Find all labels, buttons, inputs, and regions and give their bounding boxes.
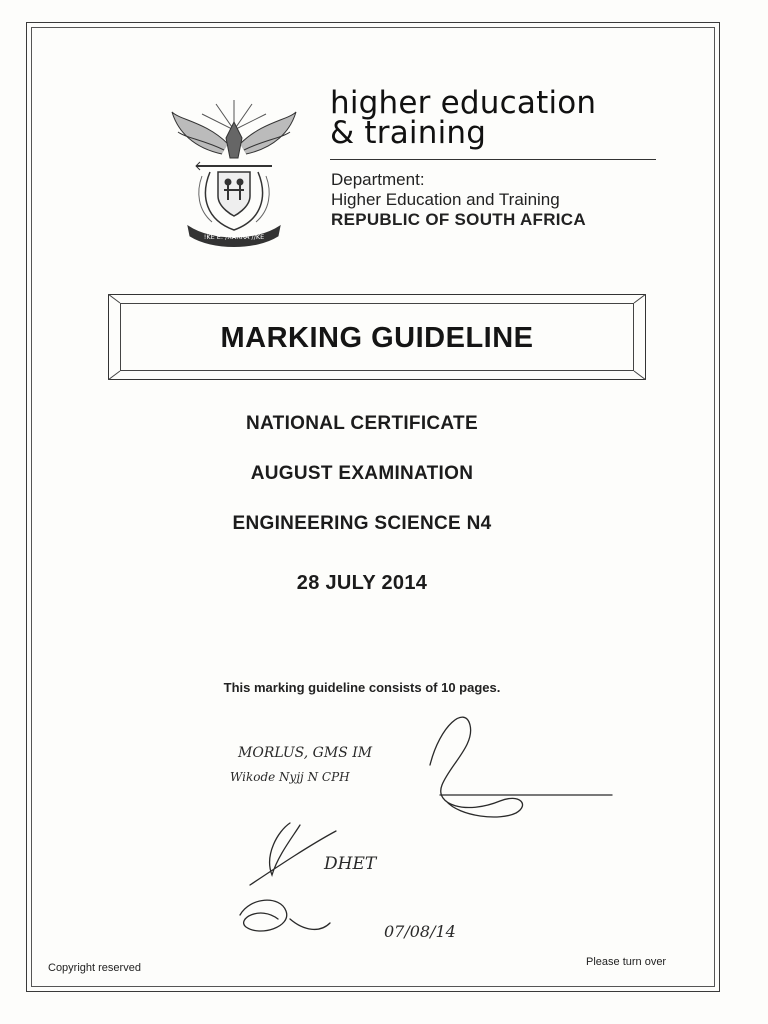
coat-of-arms-icon [166,92,302,248]
exam-date: 28 JULY 2014 [296,572,428,594]
pages-note: This marking guideline consists of 10 pages. [223,680,501,695]
brand-block [330,85,660,151]
dhet-annotation: DHET [324,854,377,874]
brand-line-2: & training [330,115,487,151]
handwritten-signatures [220,705,620,955]
republic-label: REPUBLIC OF SOUTH AFRICA [331,210,586,229]
copyright-notice: Copyright reserved [48,962,141,974]
department-label: Department: [331,170,425,189]
brand-line-1: higher education [330,85,597,121]
turn-over-notice: Please turn over [586,956,667,968]
moderator-annotation-2: Wikode Nyjj N CPH [230,770,350,784]
brand-divider [330,159,656,160]
document-title: MARKING GUIDELINE [220,322,534,354]
signature-date: 07/08/14 [384,922,456,941]
certificate-label: NATIONAL CERTIFICATE [246,413,478,434]
subject-label: ENGINEERING SCIENCE N4 [232,513,492,534]
moderator-annotation: MORLUS, GMS IM [238,745,373,761]
crest-motto: !KE E: /XARRA //KE [203,233,265,241]
examination-label: AUGUST EXAMINATION [250,463,474,484]
department-name: Higher Education and Training [331,190,560,209]
